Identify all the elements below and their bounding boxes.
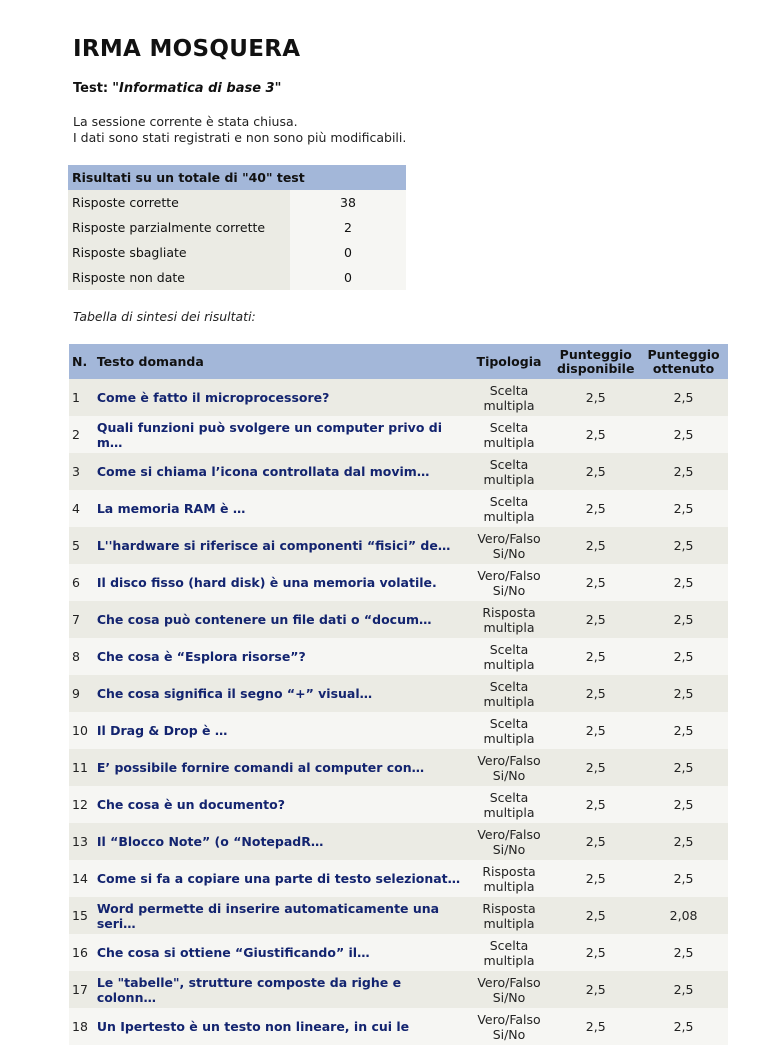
question-link[interactable]: Che cosa è “Esplora risorse”? (95, 638, 466, 675)
session-message-line: La sessione corrente è stata chiusa. (73, 114, 298, 129)
table-row (69, 416, 728, 453)
row-number: 4 (69, 490, 95, 527)
obtained-score: 2,5 (639, 564, 728, 601)
table-row (69, 1008, 728, 1045)
question-link[interactable]: Che cosa è un documento? (95, 786, 466, 823)
question-link[interactable]: Quali funzioni può svolgere un computer privo di m… (95, 416, 466, 453)
header-number: N. (69, 344, 95, 379)
table-row (69, 564, 728, 601)
available-score: 2,5 (552, 823, 639, 860)
summary-title: Risultati su un totale di "40" test (68, 165, 406, 190)
obtained-score: 2,5 (639, 860, 728, 897)
row-number: 13 (69, 823, 95, 860)
summary-row (68, 215, 406, 240)
table-row (69, 823, 728, 860)
question-link[interactable]: Un Ipertesto è un testo non lineare, in cui le (95, 1008, 466, 1045)
obtained-score: 2,5 (639, 453, 728, 490)
available-score: 2,5 (552, 527, 639, 564)
table-row (69, 712, 728, 749)
test-label: Test: (73, 81, 109, 96)
row-number: 9 (69, 675, 95, 712)
obtained-score: 2,5 (639, 638, 728, 675)
available-score: 2,5 (552, 749, 639, 786)
row-number: 2 (69, 416, 95, 453)
row-number: 11 (69, 749, 95, 786)
obtained-score: 2,5 (639, 786, 728, 823)
question-link[interactable]: E’ possibile fornire comandi al computer con… (95, 749, 466, 786)
session-message-line: I dati sono stati registrati e non sono più modificabili. (73, 130, 407, 145)
row-number: 1 (69, 379, 95, 416)
obtained-score: 2,5 (639, 379, 728, 416)
available-score: 2,5 (552, 675, 639, 712)
available-score: 2,5 (552, 971, 639, 1008)
obtained-score: 2,5 (639, 823, 728, 860)
row-number: 18 (69, 1008, 95, 1045)
obtained-score: 2,5 (639, 971, 728, 1008)
row-number: 6 (69, 564, 95, 601)
summary-label: Risposte corrette (68, 190, 290, 215)
obtained-score: 2,5 (639, 712, 728, 749)
table-row (69, 601, 728, 638)
table-row (69, 786, 728, 823)
row-number: 3 (69, 453, 95, 490)
header-obtained-score: Punteggio ottenuto (639, 344, 728, 379)
available-score: 2,5 (552, 490, 639, 527)
available-score: 2,5 (552, 1008, 639, 1045)
question-type: Vero/Falso Si/No (466, 527, 553, 564)
question-type: Scelta multipla (466, 379, 553, 416)
summary-label: Risposte non date (68, 265, 290, 290)
table-row (69, 379, 728, 416)
row-number: 8 (69, 638, 95, 675)
question-type: Vero/Falso Si/No (466, 971, 553, 1008)
question-type: Vero/Falso Si/No (466, 564, 553, 601)
available-score: 2,5 (552, 416, 639, 453)
test-name: "Informatica di base 3" (112, 81, 282, 96)
question-link[interactable]: Che cosa può contenere un file dati o “docum… (95, 601, 466, 638)
question-link[interactable]: Il “Blocco Note” (o “NotepadR… (95, 823, 466, 860)
available-score: 2,5 (552, 897, 639, 934)
question-type: Scelta multipla (466, 675, 553, 712)
header-type: Tipologia (466, 344, 553, 379)
session-message (73, 114, 406, 146)
obtained-score: 2,5 (639, 749, 728, 786)
question-type: Scelta multipla (466, 490, 553, 527)
question-link[interactable]: Come è fatto il microprocessore? (95, 379, 466, 416)
obtained-score: 2,5 (639, 527, 728, 564)
question-type: Risposta multipla (466, 860, 553, 897)
available-score: 2,5 (552, 860, 639, 897)
available-score: 2,5 (552, 934, 639, 971)
results-header-row (69, 344, 728, 379)
summary-row (68, 265, 406, 290)
question-type: Scelta multipla (466, 453, 553, 490)
table-row (69, 860, 728, 897)
available-score: 2,5 (552, 564, 639, 601)
available-score: 2,5 (552, 786, 639, 823)
available-score: 2,5 (552, 379, 639, 416)
question-type: Scelta multipla (466, 416, 553, 453)
row-number: 15 (69, 897, 95, 934)
question-link[interactable]: Word permette di inserire automaticamente una seri… (95, 897, 466, 934)
table-row (69, 490, 728, 527)
results-caption: Tabella di sintesi dei risultati: (73, 309, 256, 324)
table-row (69, 453, 728, 490)
row-number: 14 (69, 860, 95, 897)
question-type: Vero/Falso Si/No (466, 1008, 553, 1045)
summary-label: Risposte sbagliate (68, 240, 290, 265)
question-type: Vero/Falso Si/No (466, 749, 553, 786)
obtained-score: 2,5 (639, 934, 728, 971)
question-link[interactable]: Che cosa si ottiene “Giustificando” il… (95, 934, 466, 971)
results-table (69, 344, 728, 1045)
question-type: Risposta multipla (466, 601, 553, 638)
obtained-score: 2,5 (639, 675, 728, 712)
question-link[interactable]: Il Drag & Drop è … (95, 712, 466, 749)
table-row (69, 638, 728, 675)
question-link[interactable]: Il disco fisso (hard disk) è una memoria volatile. (95, 564, 466, 601)
available-score: 2,5 (552, 453, 639, 490)
table-row (69, 934, 728, 971)
summary-value: 38 (290, 190, 406, 215)
student-name: IRMA MOSQUERA (73, 36, 301, 62)
question-type: Scelta multipla (466, 934, 553, 971)
obtained-score: 2,5 (639, 416, 728, 453)
question-link[interactable]: Come si fa a copiare una parte di testo selezionat… (95, 860, 466, 897)
row-number: 10 (69, 712, 95, 749)
question-type: Scelta multipla (466, 786, 553, 823)
table-row (69, 897, 728, 934)
table-row (69, 971, 728, 1008)
row-number: 12 (69, 786, 95, 823)
header-available-score: Punteggio disponibile (552, 344, 639, 379)
table-row (69, 527, 728, 564)
question-link[interactable]: Che cosa significa il segno “+” visual… (95, 675, 466, 712)
summary-value: 0 (290, 265, 406, 290)
summary-table (68, 165, 406, 290)
question-link[interactable]: L''hardware si riferisce ai componenti “fisici” de… (95, 527, 466, 564)
question-type: Scelta multipla (466, 712, 553, 749)
question-link[interactable]: La memoria RAM è … (95, 490, 466, 527)
summary-value: 2 (290, 215, 406, 240)
test-title (73, 81, 281, 96)
table-row (69, 749, 728, 786)
obtained-score: 2,5 (639, 601, 728, 638)
available-score: 2,5 (552, 638, 639, 675)
summary-value: 0 (290, 240, 406, 265)
question-type: Scelta multipla (466, 638, 553, 675)
obtained-score: 2,08 (639, 897, 728, 934)
summary-row (68, 240, 406, 265)
obtained-score: 2,5 (639, 490, 728, 527)
table-row (69, 675, 728, 712)
question-type: Vero/Falso Si/No (466, 823, 553, 860)
row-number: 16 (69, 934, 95, 971)
question-type: Risposta multipla (466, 897, 553, 934)
available-score: 2,5 (552, 601, 639, 638)
available-score: 2,5 (552, 712, 639, 749)
obtained-score: 2,5 (639, 1008, 728, 1045)
summary-row (68, 190, 406, 215)
row-number: 5 (69, 527, 95, 564)
row-number: 17 (69, 971, 95, 1008)
question-link[interactable]: Come si chiama l’icona controllata dal movim… (95, 453, 466, 490)
question-link[interactable]: Le "tabelle", strutture composte da righe e colonn… (95, 971, 466, 1008)
row-number: 7 (69, 601, 95, 638)
summary-label: Risposte parzialmente corrette (68, 215, 290, 240)
header-question: Testo domanda (95, 344, 466, 379)
